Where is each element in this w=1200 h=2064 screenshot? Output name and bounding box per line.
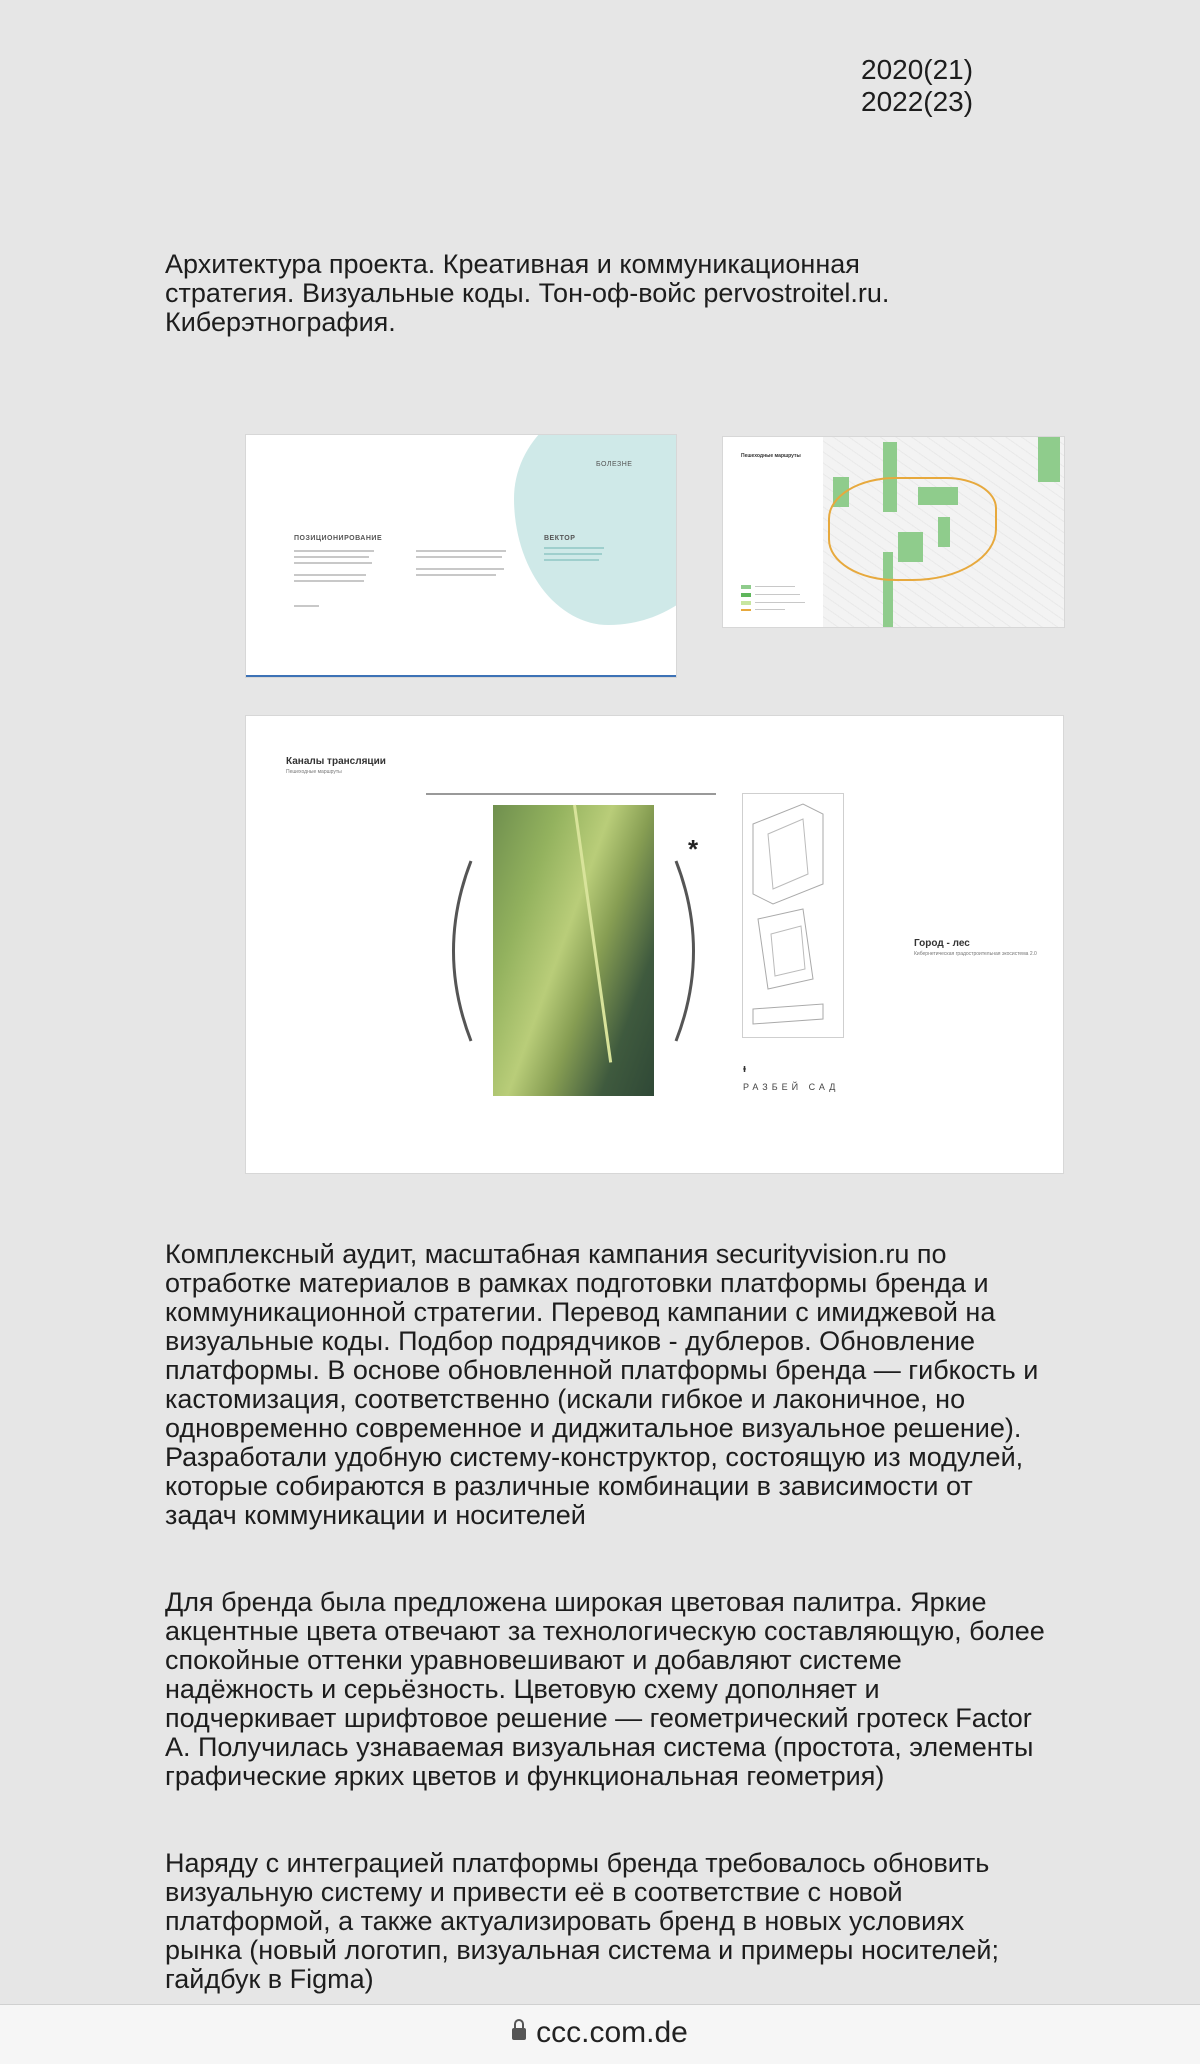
text-line <box>416 574 496 576</box>
legend-swatch <box>741 601 751 605</box>
year-2: 2022(23) <box>861 86 974 117</box>
lock-icon <box>512 2028 526 2040</box>
year-1: 2020(21) <box>861 54 974 85</box>
route-line <box>828 477 997 581</box>
text-line <box>294 556 369 558</box>
text-line <box>416 550 506 552</box>
legend-swatch <box>741 593 751 597</box>
slide3-title: Каналы трансляции <box>286 756 386 767</box>
logo-text: РАЗБЕЙ САД <box>743 1082 840 1092</box>
paragraph-2: Для бренда была предложена широкая цветовая палитра. Яркие акцентные цвета отвечают за технологическую составляющую, более спокойные оттенки уравновешивают и добавляют системе надёжность и серьёзность. Цветовую схему дополняет и подчеркивает шрифтовое решение — геометрический гротеск Factor A. Получилась узнаваемая визуальная система (простота, элементы графические ярких цветов и функциональная геометрия) <box>165 1587 1045 1791</box>
legend-swatch <box>741 609 751 611</box>
slide1-heading-right: ВЕКТОР <box>544 535 576 542</box>
project-image-map[interactable] <box>723 437 1064 627</box>
legend-swatch <box>741 585 751 589</box>
years <box>861 54 973 118</box>
slide2-title: Пешеходные маршруты <box>741 453 801 459</box>
text-line <box>544 547 604 549</box>
text-line <box>294 562 372 564</box>
text-line <box>416 568 504 570</box>
text-line <box>294 574 366 576</box>
accent-blob <box>514 435 676 625</box>
text-line <box>544 553 602 555</box>
caption-title: Город - лес <box>914 938 970 949</box>
slide1-top-label: БОЛЕЗНЕ <box>596 461 633 468</box>
map <box>823 437 1064 627</box>
text-line <box>294 550 374 552</box>
browser-address-bar[interactable] <box>0 2004 1200 2064</box>
text-line <box>294 580 364 582</box>
leaf-photo <box>493 805 654 1096</box>
project-image-channels[interactable] <box>246 716 1063 1173</box>
url-text: ccc.com.de <box>536 2016 688 2049</box>
brand-logo: ᵼ <box>743 1063 747 1075</box>
text-line <box>416 556 502 558</box>
caption-subtitle: Кибернетическая градостроительная экосистема 2.0 <box>914 951 1037 957</box>
slide3-subtitle: Пешеходные маршруты <box>286 769 342 775</box>
technical-drawing <box>742 793 844 1038</box>
paragraph-3: Наряду с интеграцией платформы бренда требовалось обновить визуальную систему и привести её в соответствие с новой платформой, а также актуализировать бренд в новых условиях рынка (новый логотип, визуальная система и примеры носителей; гайдбук в Figma) <box>165 1848 1000 1994</box>
project-image-positioning[interactable] <box>246 435 676 677</box>
paragraph-1: Комплексный аудит, масштабная кампания securityvision.ru по отработке материалов в рамках подготовки платформы бренда и коммуникационной стратегии. Перевод кампании с имиджевой на визуальные коды. Подбор подрядчиков - дублеров. Обновление платформы. В основе обновленной платформы бренда — гибкость и кастомизация, соответственно (искали гибкое и лаконичное, но одновременно современное и диджитальное визуальное решение). Разработали удобную систему-конструктор, состоящую из модулей, которые собираются в различные комбинации в зависимости от задач коммуникации и носителей <box>165 1239 1039 1530</box>
asterisk: * <box>688 834 699 864</box>
lead-text: Архитектура проекта. Креативная и коммуникационная стратегия. Визуальные коды. Тон-оф-войс pervostroitel.ru. Киберэтнография. <box>165 249 890 337</box>
slide1-heading-left: ПОЗИЦИОНИРОВАНИЕ <box>294 535 383 542</box>
url-display[interactable] <box>0 2016 1200 2050</box>
text-line <box>294 605 319 607</box>
text-line <box>544 559 599 561</box>
